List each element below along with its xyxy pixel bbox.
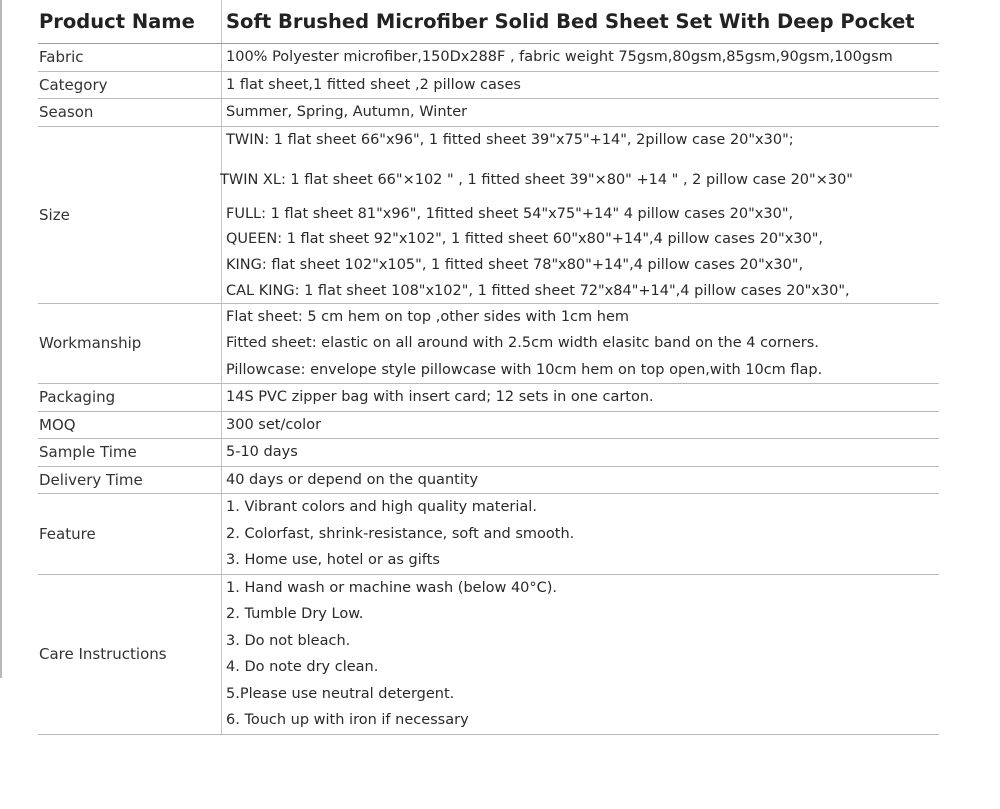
spec-row-size xyxy=(38,127,939,304)
spec-label: Packaging xyxy=(39,388,116,407)
spec-label: Size xyxy=(39,205,70,224)
spec-value: 300 set/color xyxy=(226,416,322,433)
spec-label: Workmanship xyxy=(39,334,142,353)
spec-value: Summer, Spring, Autumn, Winter xyxy=(226,104,468,120)
spec-value: 2. Colorfast, shrink-resistance, soft and smooth. xyxy=(226,525,575,542)
spec-value: QUEEN: 1 flat sheet 92"x102", 1 fitted sheet 60"x80"+14",4 pillow cases 20"x30", xyxy=(226,230,824,247)
spec-value: 2. Tumble Dry Low. xyxy=(226,606,364,622)
spec-value: TWIN: 1 flat sheet 66"x96", 1 fitted sheet 39"x75"+14", 2pillow case 20"x30"; xyxy=(226,131,794,148)
spec-row-moq xyxy=(38,412,939,440)
spec-value: 4. Do note dry clean. xyxy=(226,659,379,675)
spec-value: FULL: 1 flat sheet 81"x96", 1fitted sheet 54"x75"+14" 4 pillow cases 20"x30", xyxy=(226,205,794,222)
spec-row-care-instructions xyxy=(38,575,939,735)
product-name-label: Product Name xyxy=(39,10,195,33)
spec-label: Delivery Time xyxy=(39,470,143,489)
spec-value: 100% Polyester microfiber,150Dx288F , fabric weight 75gsm,80gsm,85gsm,90gsm,100gsm xyxy=(226,49,893,65)
spec-row-fabric xyxy=(38,44,939,72)
spec-row-sample-time xyxy=(38,439,939,467)
spec-value: Fitted sheet: elastic on all around with 2.5cm width elasitc band on the 4 corners. xyxy=(226,335,819,351)
spec-value: 3. Do not bleach. xyxy=(226,632,351,649)
spec-value: 6. Touch up with iron if necessary xyxy=(226,712,469,728)
spec-value: Pillowcase: envelope style pillowcase with 10cm hem on top open,with 10cm flap. xyxy=(226,361,823,378)
spec-row-workmanship xyxy=(38,304,939,385)
spec-value: 5-10 days xyxy=(226,444,298,460)
spec-label: Feature xyxy=(39,524,96,543)
spec-value: 5.Please use neutral detergent. xyxy=(226,685,455,702)
spec-label: Fabric xyxy=(39,48,84,67)
spec-value: 3. Home use, hotel or as gifts xyxy=(226,552,440,568)
spec-row-season xyxy=(38,99,939,127)
spec-value: TWIN XL: 1 flat sheet 66"×102 " , 1 fitted sheet 39"×80" +14 " , 2 pillow case 20"×30" xyxy=(220,171,853,188)
spec-row-delivery-time xyxy=(38,467,939,495)
spec-row-feature xyxy=(38,494,939,575)
spec-value: 14S PVC zipper bag with insert card; 12 sets in one carton. xyxy=(226,389,654,405)
spec-label: Sample Time xyxy=(39,443,137,462)
spec-value: 40 days or depend on the quantity xyxy=(226,471,479,488)
spec-label: Season xyxy=(39,103,94,122)
spec-row-packaging xyxy=(38,384,939,412)
spec-value: CAL KING: 1 flat sheet 108"x102", 1 fitted sheet 72"x84"+14",4 pillow cases 20"x30", xyxy=(226,282,850,299)
spec-value: 1 flat sheet,1 fitted sheet ,2 pillow cases xyxy=(226,76,521,93)
spec-value: Flat sheet: 5 cm hem on top ,other sides with 1cm hem xyxy=(226,308,629,325)
product-spec-table xyxy=(38,0,939,735)
spec-value: 1. Hand wash or machine wash (below 40°C). xyxy=(226,579,558,596)
spec-label: Care Instructions xyxy=(39,645,167,663)
page-left-border xyxy=(0,0,2,678)
product-title: Soft Brushed Microfiber Solid Bed Sheet Set With Deep Pocket xyxy=(221,0,939,43)
table-header-row xyxy=(38,0,939,44)
spec-label: MOQ xyxy=(39,415,76,434)
spec-value: 1. Vibrant colors and high quality material. xyxy=(226,499,537,515)
spec-row-category xyxy=(38,72,939,100)
spec-label: Category xyxy=(39,75,108,94)
spec-value: KING: flat sheet 102"x105", 1 fitted sheet 78"x80"+14",4 pillow cases 20"x30", xyxy=(226,256,804,273)
